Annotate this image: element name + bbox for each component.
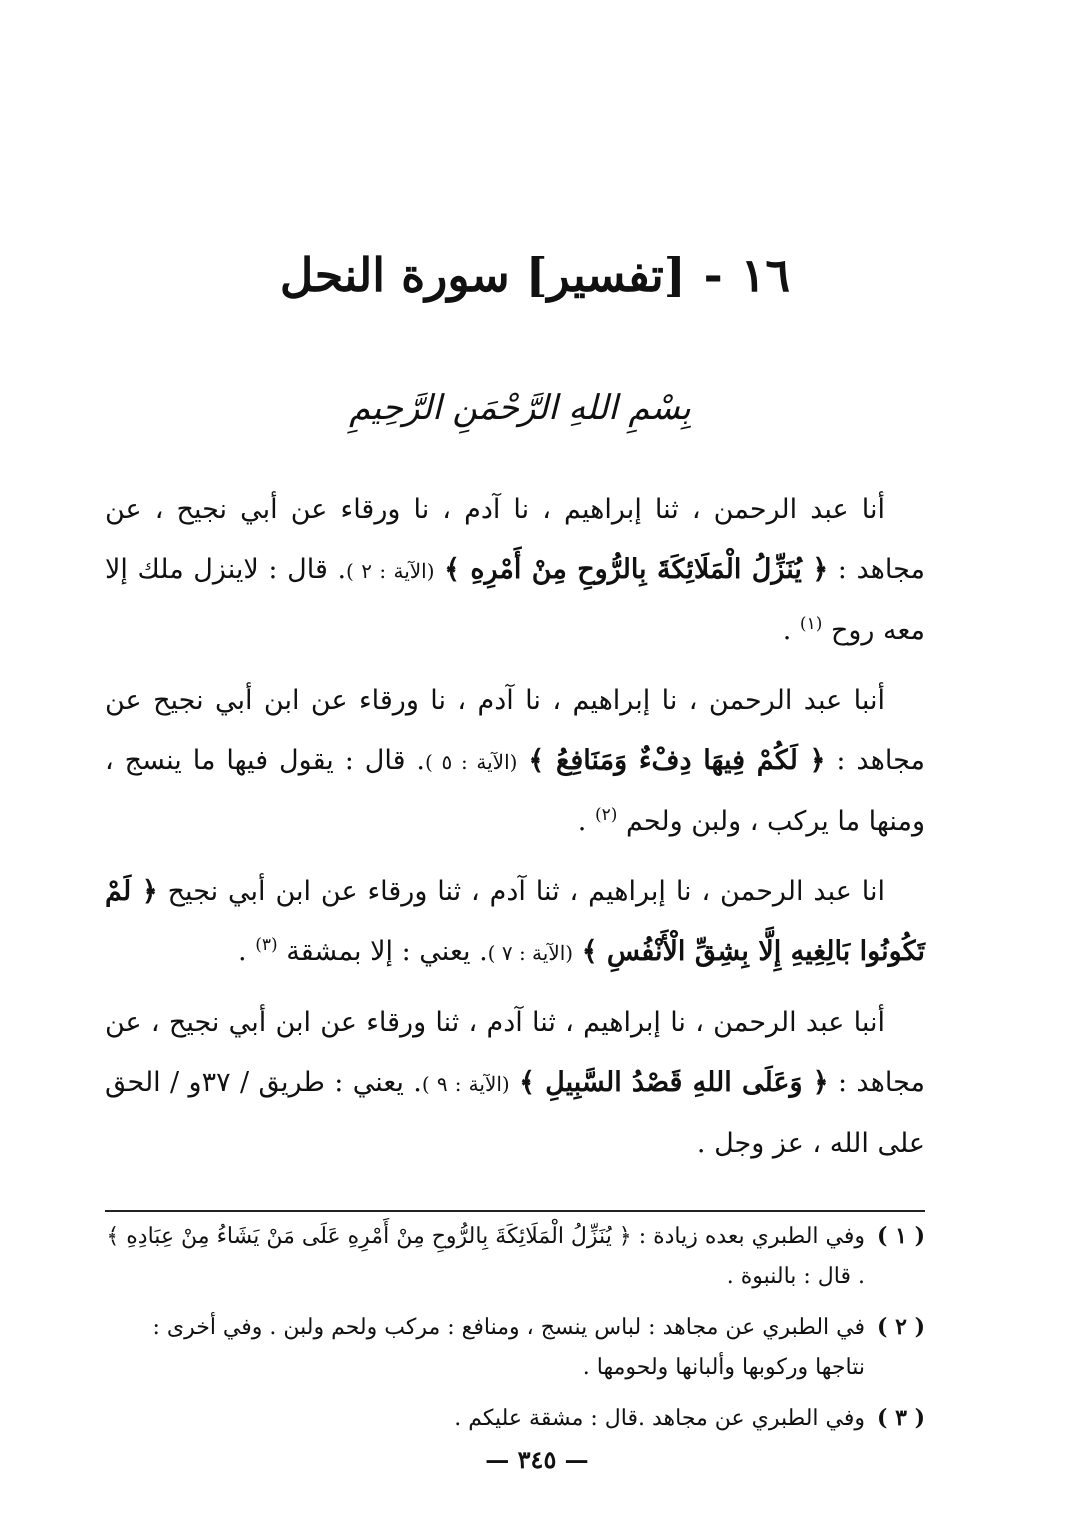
isnad: أنبا عبد الرحمن ، نا إبراهيم ، نا آدم ، نا ورقاء عن ابن أبي نجيح عن مجاهد :: [105, 685, 925, 776]
chapter-name: [تفسير] سورة النحل: [279, 248, 686, 302]
verse-reference: (الآية : ٩ ): [421, 1072, 510, 1096]
footnote-marker[interactable]: (٢): [594, 805, 618, 825]
quran-verse: ﴿ لَكُمْ فِيهَا دِفْءٌ وَمَنَافِعُ ﴾: [528, 745, 826, 776]
footnote-number: ( ٣ ): [877, 1405, 925, 1431]
paragraph-4: [105, 993, 925, 1174]
footnote-text: وفي الطبري بعده زيادة : ﴿ يُنَزِّلُ الْمَلَائِكَةَ بِالرُّوحِ مِنْ أَمْرِهِ عَلَى مَنْ يَشَاءُ مِنْ عِبَادِهِ ﴾ . قال : بالنبوة .: [106, 1224, 865, 1289]
footnote-text: في الطبري عن مجاهد : لباس ينسج ، ومنافع : مركب ولحم ولبن . وفي أخرى : نتاجها وركوبها وألبانها ولحومها .: [152, 1315, 865, 1380]
footnote-2: [105, 1307, 925, 1388]
footnote-number: ( ١ ): [877, 1223, 925, 1249]
quran-verse: ﴿ لَمْ تَكُونُوا بَالِغِيهِ إِلَّا بِشِقِّ الْأَنْفُسِ ﴾: [105, 876, 925, 967]
chapter-title: [150, 240, 920, 310]
commentary: . يعني : طريق / ٣٧و / الحق على الله ، عز وجل .: [105, 1067, 925, 1159]
commentary: . قال : لاينزل ملك إلا معه روح: [105, 554, 925, 646]
footnotes: [105, 1216, 925, 1449]
footnote-marker[interactable]: (١): [799, 614, 823, 634]
sentence-end: .: [782, 615, 792, 646]
footnote-number: ( ٢ ): [877, 1314, 925, 1340]
footnote-marker[interactable]: (٣): [255, 935, 278, 955]
quran-verse: ﴿ وَعَلَى اللهِ قَصْدُ السَّبِيلِ ﴾: [519, 1067, 829, 1098]
page-number: — ٣٤٥ —: [485, 1445, 589, 1474]
chapter-dash: -: [703, 248, 723, 302]
footnote-text: وفي الطبري عن مجاهد .قال : مشقة عليكم .: [454, 1406, 865, 1431]
paragraph-1: [105, 480, 925, 661]
verse-reference: (الآية : ٢ ): [346, 559, 435, 583]
sentence-end: .: [577, 806, 587, 837]
commentary: . يعني : إلا بمشقة: [286, 936, 488, 967]
isnad: أنا عبد الرحمن ، ثنا إبراهيم ، نا آدم ، نا ورقاء عن أبي نجيح ، عن مجاهد :: [105, 494, 925, 585]
commentary: . قال : يقول فيها ما ينسج ، ومنها ما يركب ، ولبن ولحم: [105, 745, 925, 837]
paragraph-2: [105, 671, 925, 852]
chapter-number: ١٦: [740, 248, 791, 302]
verse-reference: (الآية : ٧ ): [487, 941, 574, 965]
quran-verse: ﴿ يُنَزِّلُ الْمَلَائِكَةَ بِالرُّوحِ مِنْ أَمْرِهِ ﴾: [444, 554, 829, 585]
paragraph-3: [105, 862, 925, 983]
isnad: انا عبد الرحمن ، نا إبراهيم ، ثنا آدم ، ثنا ورقاء عن ابن أبي نجيح: [167, 876, 885, 907]
body-text: [105, 480, 925, 1184]
sentence-end: .: [238, 936, 247, 967]
footnote-1: [105, 1216, 925, 1297]
basmala: بِسْمِ اللهِ الرَّحْمَنِ الرَّحِيمِ: [349, 388, 691, 428]
footnote-divider: [105, 1210, 925, 1212]
verse-reference: (الآية : ٥ ): [424, 750, 518, 774]
footnote-3: [105, 1398, 925, 1439]
isnad: أنبا عبد الرحمن ، نا إبراهيم ، ثنا آدم ، ثنا ورقاء عن ابن أبي نجيح ، عن مجاهد :: [105, 1007, 925, 1098]
